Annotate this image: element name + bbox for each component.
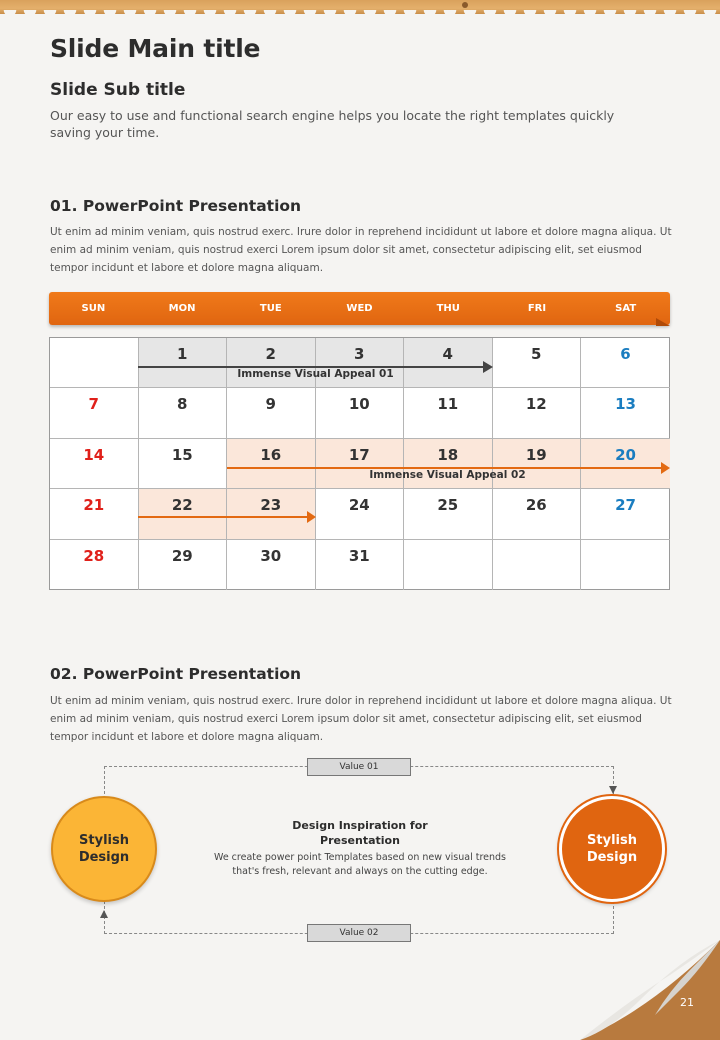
diagram-center-text: We create power point Templates based on new visual trends that's fresh, relevant and always on the cutting edge. <box>213 852 506 877</box>
diagram-center-title <box>250 818 470 848</box>
calendar-cell: 6 <box>581 338 670 388</box>
right-circle <box>559 796 665 902</box>
calendar-cell: 7 <box>50 388 139 438</box>
day-header-fri: FRI <box>527 303 547 314</box>
day-header-wed: WED <box>346 303 373 314</box>
center-title-line1: Design Inspiration for <box>292 819 428 832</box>
calendar-cell: 26 <box>493 489 582 539</box>
calendar-cell: 16 <box>227 439 316 489</box>
calendar-cell: 28 <box>50 540 139 590</box>
section2-heading: 02. PowerPoint Presentation <box>50 665 302 683</box>
calendar-cell: 17 <box>316 439 405 489</box>
calendar-cell: 11 <box>404 388 493 438</box>
calendar-cell: 21 <box>50 489 139 539</box>
calendar-cell: 19 <box>493 439 582 489</box>
calendar-cell: 3 <box>316 338 405 388</box>
calendar-cell: 9 <box>227 388 316 438</box>
day-header-mon: MON <box>168 303 196 314</box>
right-circle-line1: Stylish <box>587 833 637 848</box>
calendar-cell: 29 <box>139 540 228 590</box>
calendar-cell: 12 <box>493 388 582 438</box>
calendar-cell: 8 <box>139 388 228 438</box>
value-tag-top: Value 01 <box>307 758 411 776</box>
page-curl <box>560 930 720 1040</box>
calendar-cell: 27 <box>581 489 670 539</box>
calendar-cell: 24 <box>316 489 405 539</box>
calendar-cell: 22 <box>139 489 228 539</box>
section1-heading: 01. PowerPoint Presentation <box>50 197 302 215</box>
calendar-cell: 13 <box>581 388 670 438</box>
left-circle-line2: Design <box>78 850 130 865</box>
calendar-cell: 31 <box>316 540 405 590</box>
day-header-sun: SUN <box>81 303 106 314</box>
page-subtitle: Slide Sub title <box>50 80 186 100</box>
calendar-cell: 2 <box>227 338 316 388</box>
calendar-cell: 4 <box>404 338 493 388</box>
value-tag-bottom: Value 02 <box>307 924 411 942</box>
calendar-cell: 25 <box>404 489 493 539</box>
left-circle <box>51 796 157 902</box>
arrow-down-icon <box>609 786 617 794</box>
day-header-thu: THU <box>436 303 460 314</box>
calendar-cell: 20 <box>581 439 670 489</box>
right-circle-line2: Design <box>586 850 638 865</box>
calendar-cell: 23 <box>227 489 316 539</box>
intro-text: Our easy to use and functional search engine helps you locate the right templates quickly saving your time. <box>50 108 615 140</box>
day-header-sat: SAT <box>615 303 637 314</box>
page-title: Slide Main title <box>50 34 261 63</box>
calendar-cell: 18 <box>404 439 493 489</box>
calendar-cell: 1 <box>139 338 228 388</box>
arrow-up-icon <box>100 910 108 918</box>
calendar-cell: 14 <box>50 439 139 489</box>
calendar-cell: 10 <box>316 388 405 438</box>
calendar-cell: 30 <box>227 540 316 590</box>
calendar-cell: 15 <box>139 439 228 489</box>
section2-body: Ut enim ad minim veniam, quis nostrud exerc. Irure dolor in reprehend incididunt ut labore et dolore magna aliqua. Ut enim ad minim veniam, quis nostrud exerci Lorem ipsum dolor sit amet, consectetur adipiscing elit, set eiusmod tempor incidunt et labore et dolore magna aliquam. <box>50 695 672 743</box>
section1-body: Ut enim ad minim veniam, quis nostrud exerc. Irure dolor in reprehend incididunt ut labore et dolore magna aliqua. Ut enim ad minim veniam, quis nostrud exerci Lorem ipsum dolor sit amet, consectetur adipiscing elit, set eiusmod tempor incidunt et labore et dolore magna aliquam. <box>50 226 672 274</box>
left-circle-line1: Stylish <box>79 833 129 848</box>
event2-label: Immense Visual Appeal 02 <box>369 469 526 481</box>
day-header-tue: TUE <box>259 303 282 314</box>
event1-label: Immense Visual Appeal 01 <box>237 368 394 380</box>
center-title-line2: Presentation <box>320 834 400 847</box>
calendar-cell: 5 <box>493 338 582 388</box>
page-number: 21 <box>680 996 694 1009</box>
